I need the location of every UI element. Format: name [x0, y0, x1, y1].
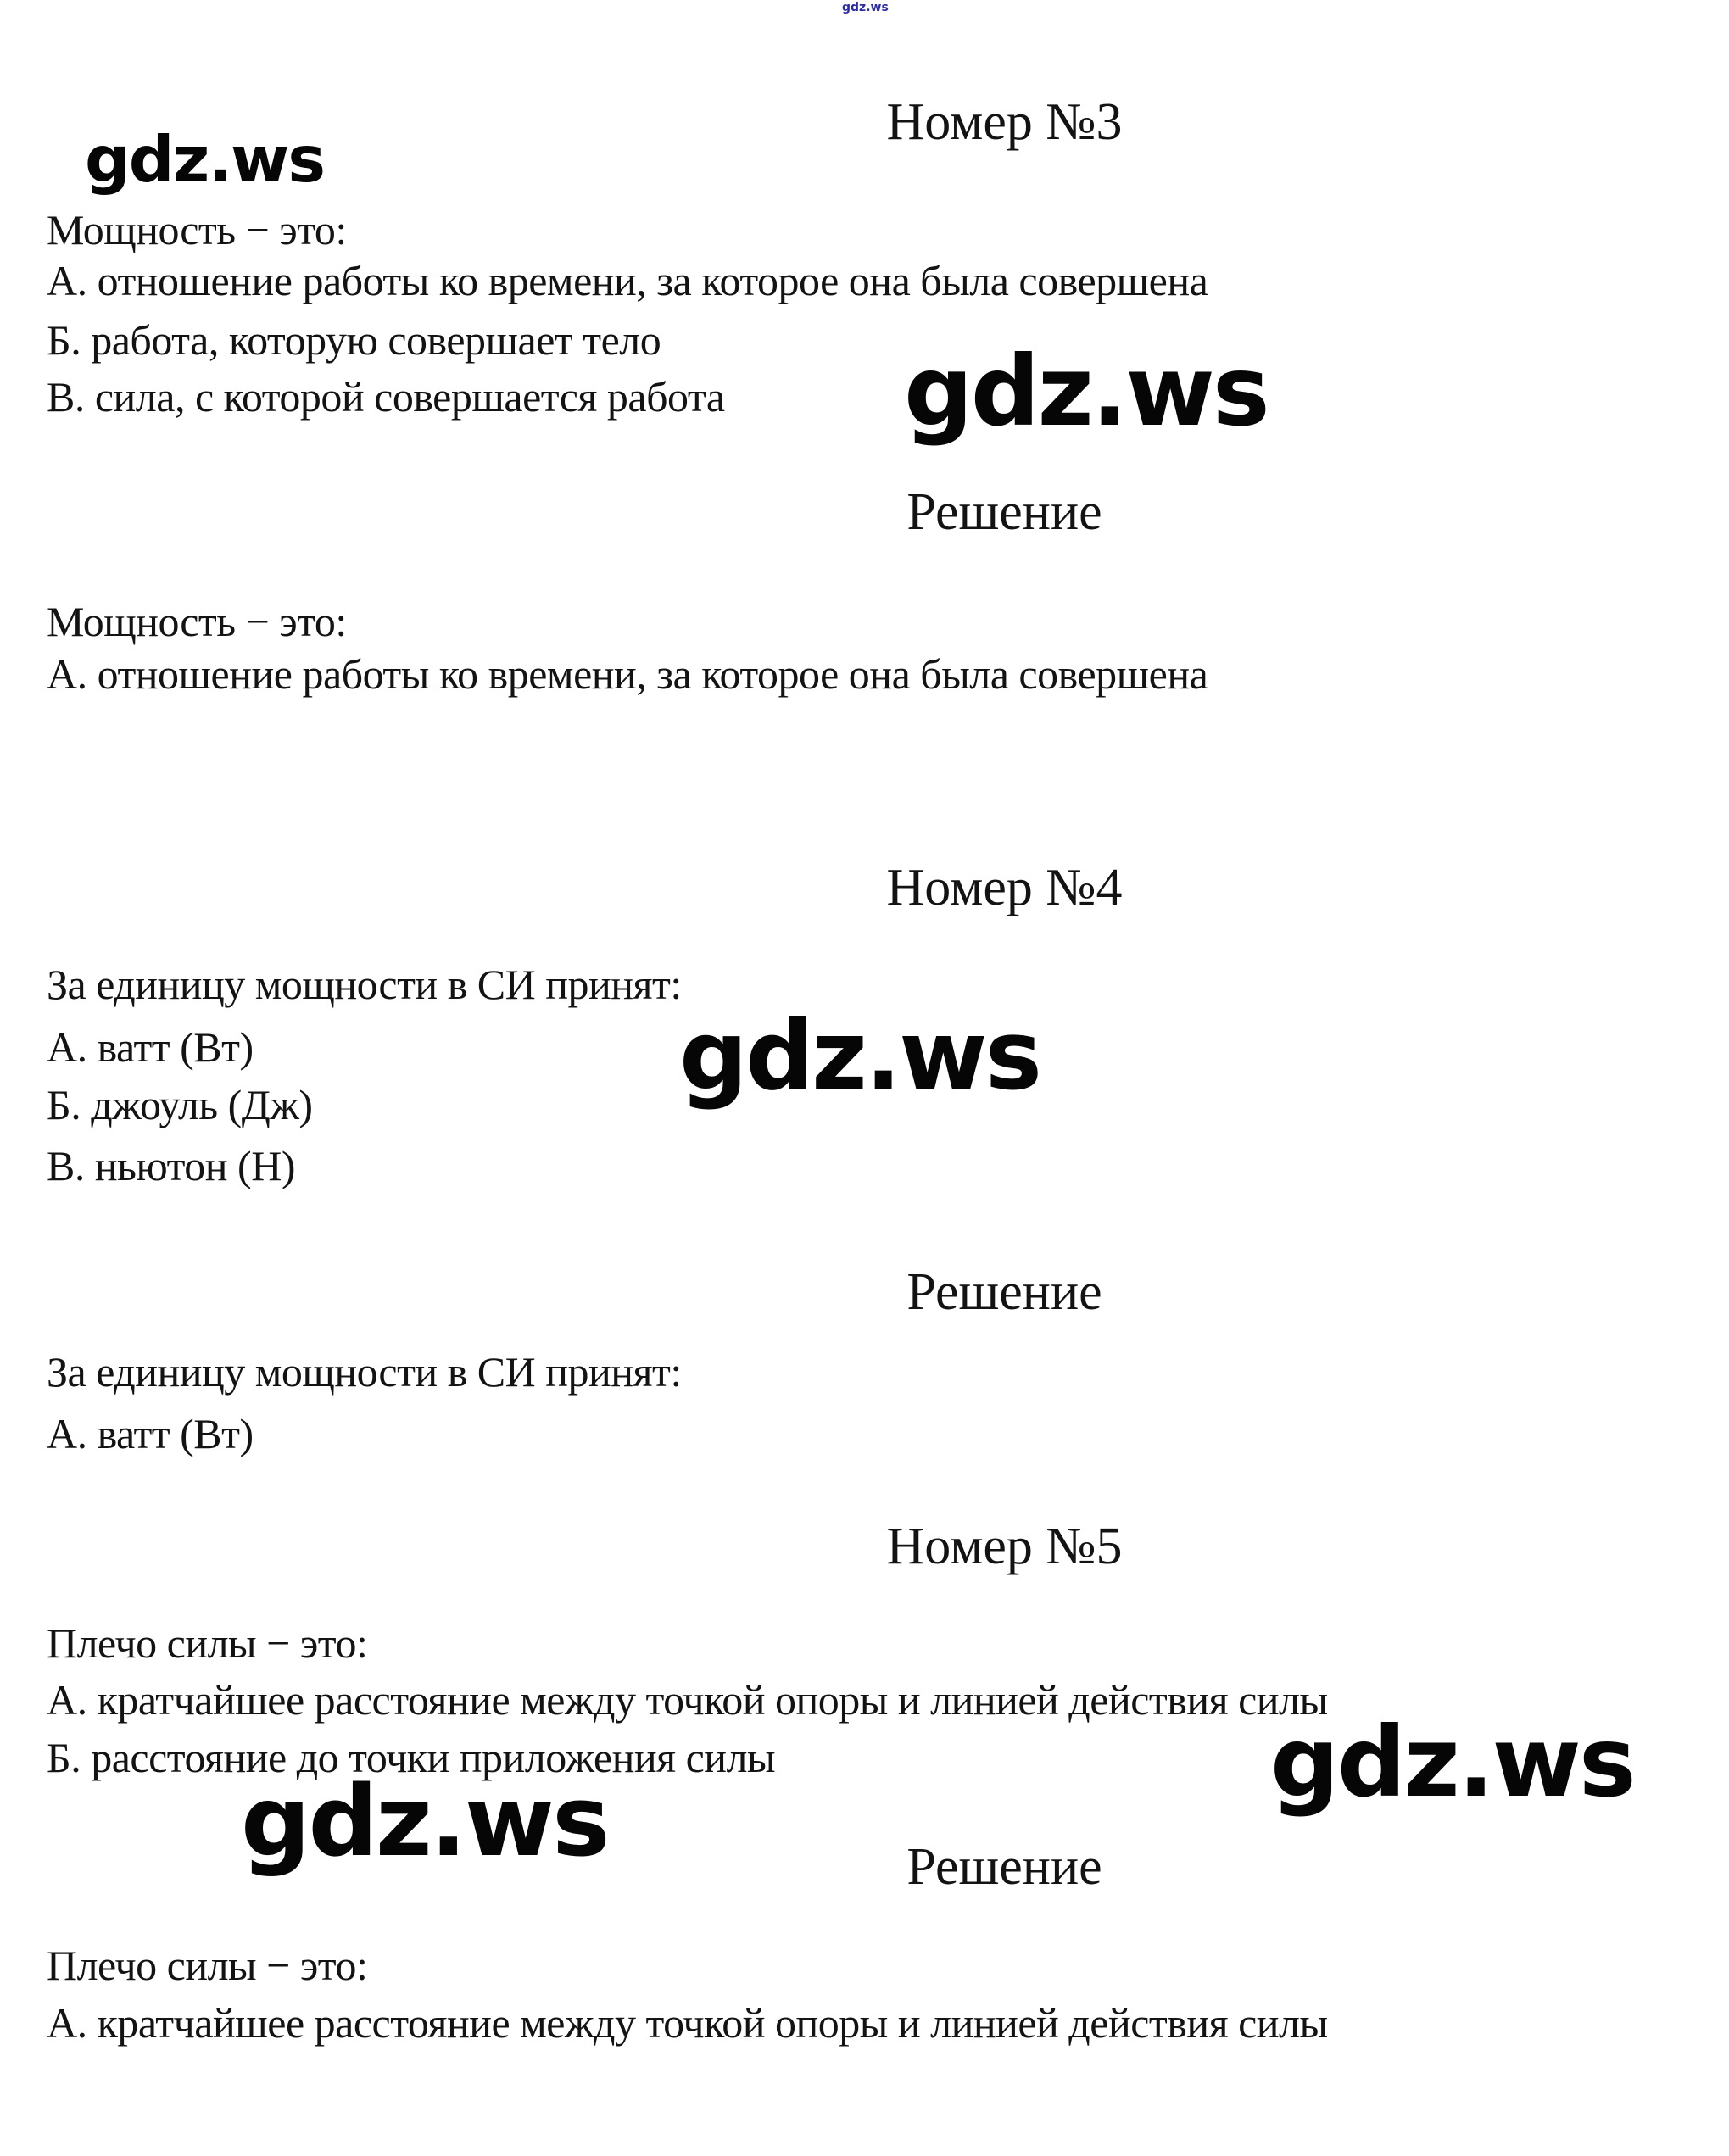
watermark-gdz-tiny-top: gdz.ws: [842, 1, 889, 14]
section-3-title: Номер №3: [886, 93, 1123, 151]
question-3-option-b: Б. работа, которую совершает тело: [47, 316, 661, 364]
question-4-option-b: Б. джоуль (Дж): [47, 1081, 313, 1128]
solution-3-label: Решение: [906, 483, 1102, 541]
watermark-gdz-top-left: gdz.ws: [85, 122, 325, 197]
section-5-title: Номер №5: [886, 1518, 1123, 1575]
question-3-option-v: В. сила, с которой совершается работа: [47, 373, 725, 421]
question-4-option-v: В. ньютон (Н): [47, 1142, 295, 1189]
watermark-gdz-mid-right: gdz.ws: [904, 335, 1268, 448]
watermark-gdz-center: gdz.ws: [679, 1000, 1040, 1111]
answer-3-option-a: А. отношение работы ко времени, за которое она была совершена: [47, 650, 1208, 698]
question-4-option-a: А. ватт (Вт): [47, 1023, 254, 1071]
watermark-gdz-bottom-left: gdz.ws: [241, 1765, 608, 1879]
question-5-option-b: Б. расстояние до точки приложения силы: [47, 1734, 776, 1781]
section-4-title: Номер №4: [886, 859, 1123, 916]
question-3-option-a: А. отношение работы ко времени, за которое она была совершена: [47, 257, 1208, 304]
solution-4-label: Решение: [906, 1263, 1102, 1321]
answer-5-intro: Плечо силы − это:: [47, 1942, 368, 1989]
solution-5-label: Решение: [906, 1838, 1102, 1896]
answer-3-intro: Мощность − это:: [47, 598, 347, 645]
question-5-intro: Плечо силы − это:: [47, 1619, 368, 1667]
answer-4-option-a: А. ватт (Вт): [47, 1410, 254, 1457]
answer-5-option-a: А. кратчайшее расстояние между точкой опоры и линией действия силы: [47, 1999, 1328, 2047]
watermark-gdz-bottom-right: gdz.ws: [1270, 1706, 1634, 1819]
question-3-intro: Мощность − это:: [47, 206, 347, 253]
question-5-option-a: А. кратчайшее расстояние между точкой опоры и линией действия силы: [47, 1676, 1328, 1724]
answer-4-intro: За единицу мощности в СИ принят:: [47, 1348, 682, 1396]
question-4-intro: За единицу мощности в СИ принят:: [47, 961, 682, 1008]
